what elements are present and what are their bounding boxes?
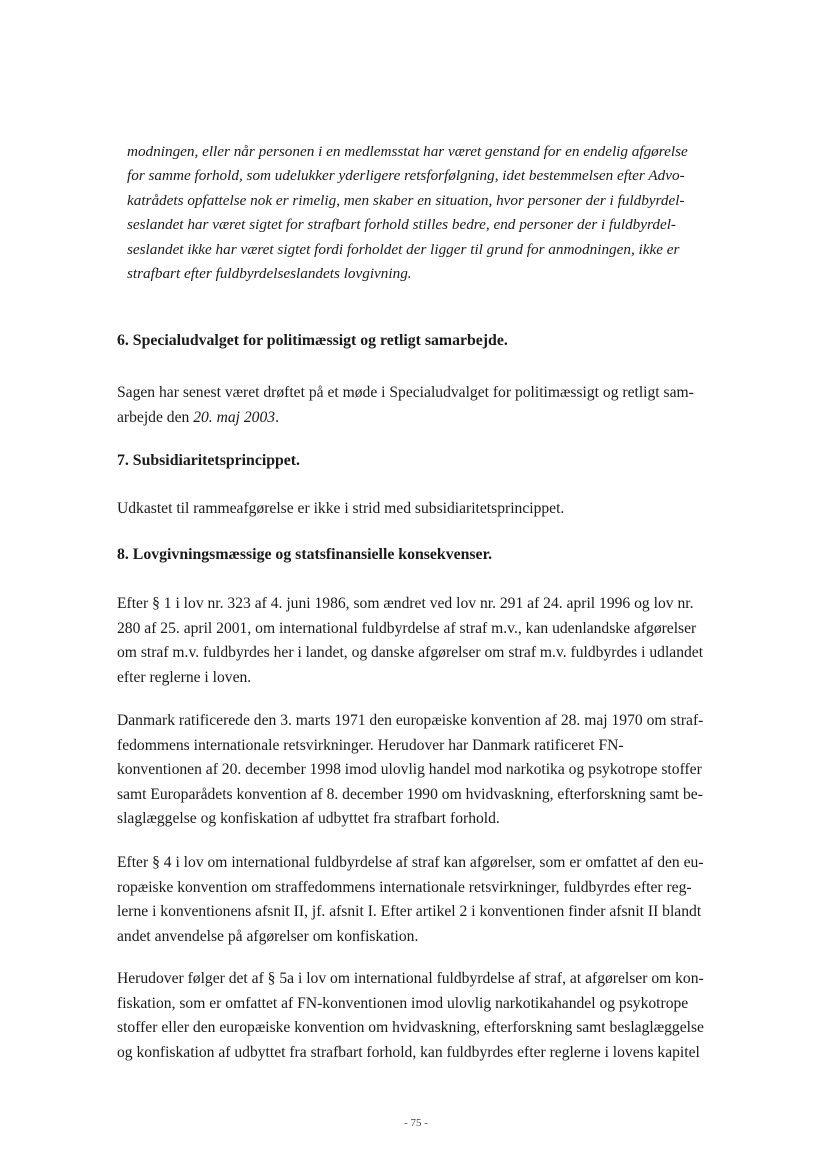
text-line: om straf m.v. fuldbyrdes her i landet, og danske afgørelser om straf m.v. fuldbyrdes i udlandet <box>117 644 704 661</box>
paragraph <box>117 592 745 690</box>
text-line: efter reglerne i loven. <box>117 668 252 686</box>
text-line: for samme forhold, som udelukker yderligere retsforfølgning, idet bestemmelsen efter Advo- <box>127 167 685 185</box>
paragraph <box>117 967 745 1065</box>
text-line: seslandet har været sigtet for strafbart forhold stilles bedre, end personer der i fuldbyrdel- <box>127 216 676 234</box>
text-line: Efter § 1 i lov nr. 323 af 4. juni 1986, som ændret ved lov nr. 291 af 24. april 1996 og lov nr. <box>117 595 694 612</box>
text-line: slaglæggelse og konfiskation af udbyttet fra strafbart forhold. <box>117 810 500 827</box>
paragraph <box>117 497 745 522</box>
text-line: konventionen af 20. december 1998 imod ulovlig handel mod narkotika og psykotrope stoffer <box>117 761 702 778</box>
text-fragment: . <box>275 408 279 426</box>
text-line: Udkastet til rammeafgørelse er ikke i strid med subsidiaritetsprincippet. <box>117 500 565 517</box>
section-heading-7: 7. Subsidiaritetsprincippet. <box>117 452 301 469</box>
text-line: stoffer eller den europæiske konvention om hvidvaskning, efterforskning samt beslaglæggelse <box>117 1019 704 1036</box>
text-line: samt Europarådets konvention af 8. december 1990 om hvidvaskning, efterforskning samt be- <box>117 785 703 803</box>
text-line: strafbart efter fuldbyrdelseslandets lovgivning. <box>127 265 412 283</box>
text-line: Efter § 4 i lov om international fuldbyrdelse af straf kan afgørelser, som er omfattet af den eu- <box>117 854 704 871</box>
text-line: Sagen har senest været drøftet på et møde i Specialudvalget for politimæssigt og retligt sam- <box>117 384 694 401</box>
text-line: Danmark ratificerede den 3. marts 1971 den europæiske konvention af 28. maj 1970 om straf- <box>117 712 704 729</box>
text-fragment: arbejde den <box>117 408 194 426</box>
text-line: katrådets opfattelse nok er rimelig, men skaber en situation, hvor personer der i fuldbyrdel- <box>127 191 685 209</box>
quoted-paragraph <box>127 140 745 286</box>
text-line: Herudover følger det af § 5a i lov om international fuldbyrdelse af straf, at afgørelser om kon- <box>117 970 704 987</box>
text-line: seslandet ikke har været sigtet fordi forholdet der ligger til grund for anmodningen, ikke er <box>127 240 680 258</box>
paragraph <box>117 381 745 430</box>
paragraph <box>117 709 745 832</box>
paragraph <box>117 851 745 949</box>
text-line: ropæiske konvention om straffedommens internationale retsvirkninger, fuldbyrdes efter reg- <box>117 878 692 896</box>
page-number: - 75 - <box>404 1117 428 1129</box>
section-heading-6: 6. Specialudvalget for politimæssigt og retligt samarbejde. <box>117 332 508 349</box>
text-line: lerne i konventionens afsnit II, jf. afsnit I. Efter artikel 2 i konventionen finder afsnit II blandt <box>117 903 702 920</box>
text-line: fedommens internationale retsvirkninger. Herudover har Danmark ratificeret FN- <box>117 736 624 754</box>
text-line: og konfiskation af udbyttet fra strafbart forhold, kan fuldbyrdes efter reglerne i lovens kapitel <box>117 1043 700 1061</box>
text-line <box>117 406 745 431</box>
text-line: modningen, eller når personen i en medlemsstat har været genstand for en endelig afgørelse <box>127 143 688 160</box>
date-text: 20. maj 2003 <box>193 408 276 426</box>
text-line: andet anvendelse på afgørelser om konfiskation. <box>117 927 419 945</box>
text-line: fiskation, som er omfattet af FN-konventionen imod ulovlig narkotikahandel og psykotrope <box>117 994 689 1012</box>
section-heading-8: 8. Lovgivningsmæssige og statsfinansielle konsekvenser. <box>117 546 493 563</box>
text-line: 280 af 25. april 2001, om international fuldbyrdelse af straf m.v., kan udenlandske afgørelser <box>117 619 697 637</box>
